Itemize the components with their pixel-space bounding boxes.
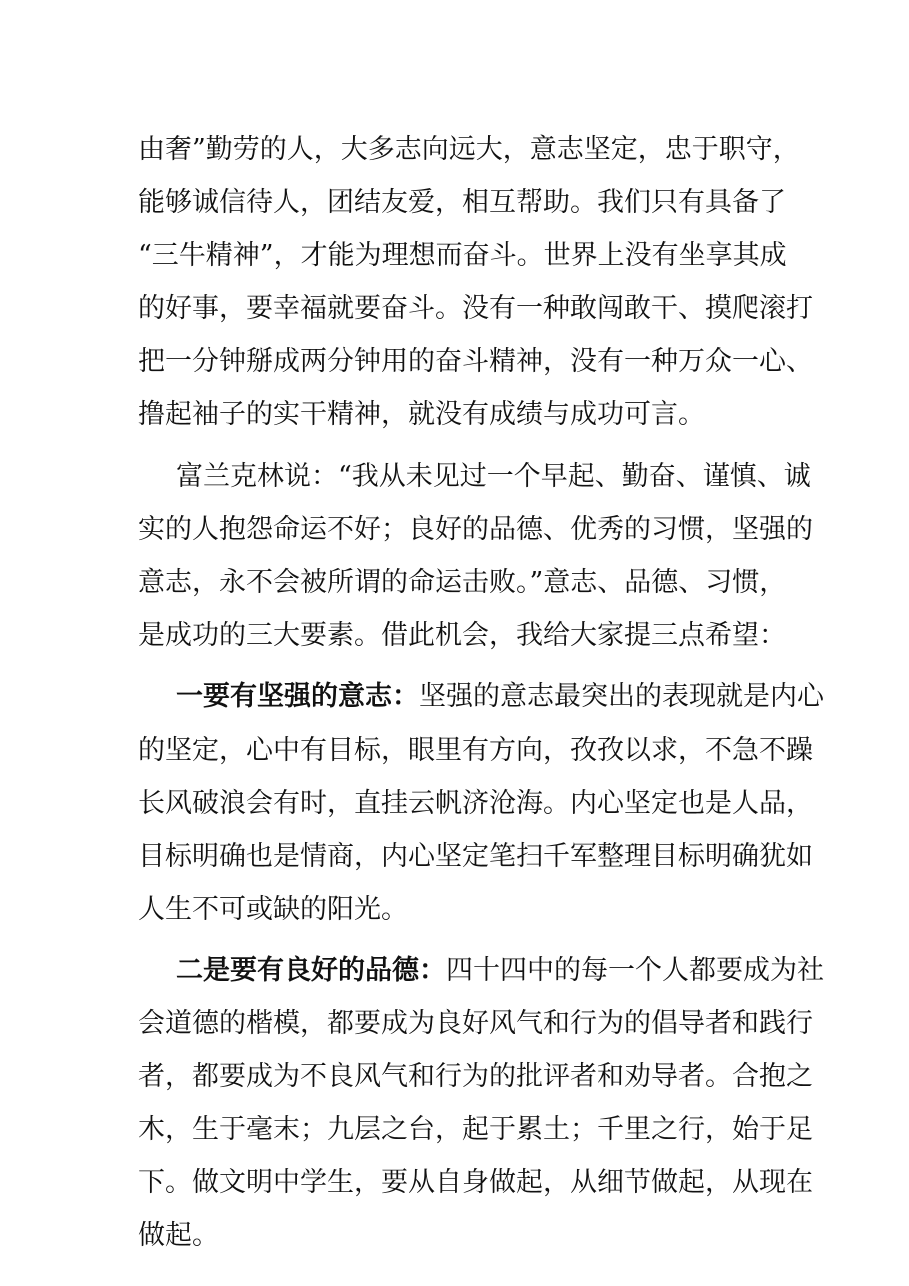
paragraph-heading: 二是要有良好的品德：: [176, 955, 446, 986]
text-line: 的坚定，心中有目标，眼里有方向，孜孜以求，不急不躁: [138, 735, 813, 766]
text-line: 撸起袖子的实干精神，就没有成绩与成功可言。: [138, 399, 705, 430]
text-line: 目标明确也是情商，内心坚定笔扫千军整理目标明确犹如: [138, 841, 813, 872]
text-line: 长风破浪会有时，直挂云帆济沧海。内心坚定也是人品，: [138, 788, 813, 819]
text-line: 把一分钟掰成两分钟用的奋斗精神，没有一种万众一心、: [138, 346, 813, 377]
text-line: 的好事，要幸福就要奋斗。没有一种敢闯敢干、摸爬滚打: [138, 293, 813, 324]
text-line: 者，都要成为不良风气和行为的批评者和劝导者。合抱之: [138, 1061, 813, 1092]
paragraph-heading: 一要有坚强的意志：: [176, 681, 419, 712]
text-line: 是成功的三大要素。借此机会，我给大家提三点希望：: [138, 620, 786, 651]
text-line: [176, 949, 824, 993]
text-line: 富兰克林说：“我从未见过一个早起、勤奋、谨慎、诚: [176, 461, 811, 492]
paragraph-text: 坚强的意志最突出的表现就是内心: [419, 681, 824, 712]
text-line: 意志，永不会被所谓的命运击败。”意志、品德、习惯，: [138, 567, 787, 598]
text-line: 实的人抱怨命运不好；良好的品德、优秀的习惯，坚强的: [138, 514, 813, 545]
paragraph-text: 四十四中的每一个人都要成为社: [446, 955, 824, 986]
text-line: 木，生于毫末；九层之台，起于累土；千里之行，始于足: [138, 1114, 813, 1145]
text-line: [176, 675, 824, 719]
text-line: 下。做文明中学生，要从自身做起，从细节做起，从现在: [138, 1167, 813, 1198]
text-line: 由奢”勤劳的人，大多志向远大，意志坚定，忠于职守，: [138, 134, 800, 165]
text-line: 做起。: [138, 1220, 219, 1251]
text-line: “三牛精神”，才能为理想而奋斗。世界上没有坐享其成: [138, 240, 787, 271]
text-line: 会道德的楷模，都要成为良好风气和行为的倡导者和践行: [138, 1008, 813, 1039]
text-line: 人生不可或缺的阳光。: [138, 894, 408, 925]
text-line: 能够诚信待人，团结友爱，相互帮助。我们只有具备了: [138, 187, 786, 218]
